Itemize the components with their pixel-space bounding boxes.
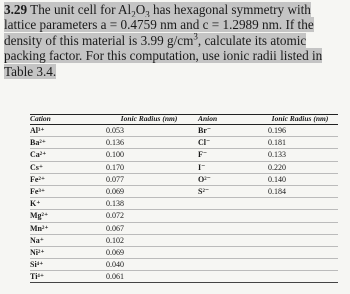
table-row: [30, 137, 338, 149]
cation-cell: Mg²⁺: [30, 211, 49, 221]
problem-text: [4, 2, 322, 79]
cation-cell: Al³⁺: [30, 126, 45, 136]
cation-cell: Ni²⁺: [30, 247, 45, 257]
problem-text-part: , calculate its atomic packing factor. For this computation, use ionic radii listed in Table 3.4.: [4, 32, 323, 79]
table-row: [30, 246, 338, 258]
anion-cell: [198, 271, 262, 283]
anion-cell: [198, 259, 262, 271]
subscript: 3: [145, 9, 150, 20]
cation-cell: Fe²⁺: [30, 174, 46, 184]
anion-cell: [198, 246, 262, 258]
problem-statement: [4, 2, 346, 79]
anion-radius-cell: 0.184: [268, 187, 286, 197]
cation-cell: Cs⁺: [30, 162, 44, 172]
anion-radius-cell: 0.140: [268, 174, 286, 184]
anion-radius-cell: 0.196: [268, 126, 286, 136]
table-header-row: [30, 115, 338, 125]
cation-radius-cell: 0.136: [106, 138, 124, 148]
anion-radius-cell: [262, 246, 338, 258]
table-row: [30, 125, 338, 137]
problem-text-part: The unit cell for Al: [30, 2, 132, 17]
anion-cell: Cl⁻: [198, 138, 211, 148]
cation-cell: Na⁺: [30, 235, 44, 245]
cation-radius-cell: 0.069: [106, 247, 124, 257]
subscript: 2: [131, 9, 136, 20]
table-row: [30, 185, 338, 197]
anion-radius-cell: 0.181: [268, 138, 286, 148]
header-ionic-radius-anion: Ionic Radius (nm): [271, 114, 329, 123]
problem-text-part: O: [135, 2, 146, 17]
cation-radius-cell: 0.061: [106, 272, 124, 282]
header-ionic-radius-cation: Ionic Radius (nm): [120, 114, 178, 123]
table-row: [30, 222, 338, 234]
problem-number: 3.29: [4, 2, 28, 17]
table-row: [30, 259, 338, 271]
table-row: [30, 198, 338, 210]
table-row: [30, 161, 338, 173]
anion-cell: F⁻: [198, 150, 208, 160]
cation-radius-cell: 0.069: [106, 187, 124, 197]
table-row: [30, 234, 338, 246]
anion-radius-cell: 0.133: [268, 150, 286, 160]
cation-radius-cell: 0.100: [106, 150, 124, 160]
cation-cell: Si⁴⁺: [30, 260, 44, 270]
table-row: [30, 173, 338, 185]
anion-cell: [198, 222, 262, 234]
ionic-radii-table: [30, 114, 338, 283]
anion-cell: I⁻: [198, 162, 206, 172]
table-row: [30, 271, 338, 283]
anion-radius-cell: [262, 222, 338, 234]
cation-radius-cell: 0.077: [106, 174, 124, 184]
header-cation: Cation: [30, 114, 51, 123]
anion-radius-cell: [262, 234, 338, 246]
cation-cell: Fe³⁺: [30, 187, 46, 197]
anion-radius-cell: [262, 271, 338, 283]
superscript: 3: [193, 31, 198, 42]
anion-cell: [198, 210, 262, 222]
anion-cell: [198, 234, 262, 246]
cation-cell: Ca²⁺: [30, 150, 47, 160]
cation-radius-cell: 0.102: [106, 235, 124, 245]
cation-radius-cell: 0.138: [106, 199, 124, 209]
cation-radius-cell: 0.053: [106, 126, 124, 136]
anion-cell: [198, 198, 262, 210]
problem-text-part: has hexagonal symmetry with lattice parameters a = 0.4759 nm and c = 1.2989 nm. If the density of this material is 3.99 g/cm: [4, 2, 314, 48]
cation-cell: K⁺: [30, 199, 41, 209]
cation-radius-cell: 0.170: [106, 162, 124, 172]
anion-radius-cell: [262, 210, 338, 222]
cation-cell: Mn²⁺: [30, 223, 49, 233]
table-row: [30, 210, 338, 222]
header-anion: Anion: [198, 114, 218, 123]
cation-cell: Ba²⁺: [30, 138, 46, 148]
anion-radius-cell: [262, 198, 338, 210]
cation-radius-cell: 0.040: [106, 260, 124, 270]
cation-cell: Ti⁴⁺: [30, 272, 45, 282]
anion-cell: Br⁻: [198, 126, 212, 136]
anion-cell: S²⁻: [198, 187, 210, 197]
cation-radius-cell: 0.067: [106, 223, 124, 233]
anion-radius-cell: [262, 259, 338, 271]
anion-cell: O²⁻: [198, 174, 211, 184]
cation-radius-cell: 0.072: [106, 211, 124, 221]
table-row: [30, 149, 338, 161]
anion-radius-cell: 0.220: [268, 162, 286, 172]
